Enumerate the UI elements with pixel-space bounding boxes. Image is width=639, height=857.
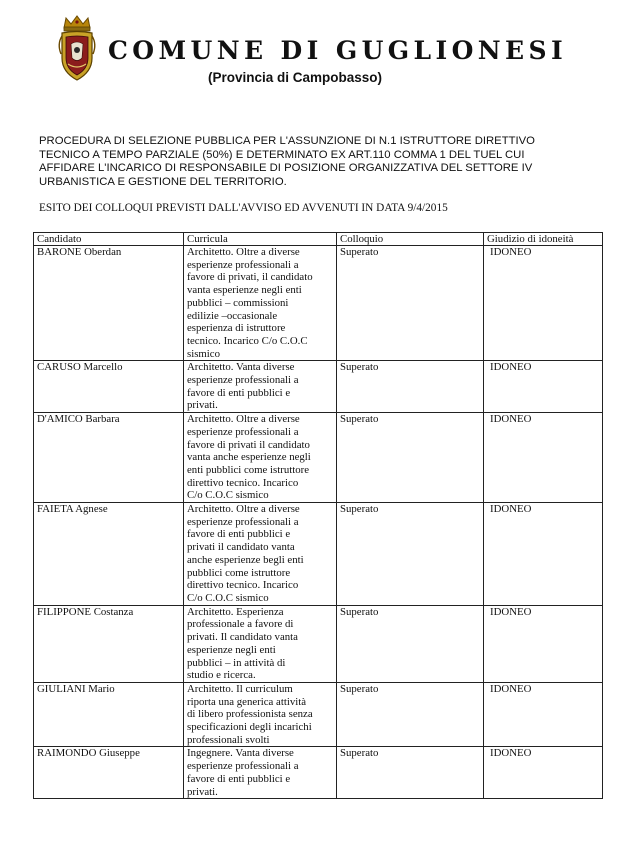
curriculum-line: Architetto. Oltre a diverse	[187, 246, 300, 258]
curriculum-summary	[184, 246, 337, 361]
table-row	[34, 246, 603, 361]
curriculum-line: C/o C.O.C sismico	[187, 591, 269, 604]
curriculum-summary	[184, 361, 337, 413]
page-subtitle: (Provincia di Campobasso)	[208, 70, 383, 85]
interview-result: Superato	[337, 747, 484, 799]
suitability-value: IDONEO	[490, 246, 532, 258]
curriculum-line: Ingegnere. Vanta diverse	[187, 747, 294, 760]
curriculum-line: privati il candidato vanta	[187, 541, 295, 554]
curriculum-line: pubblici – commissioni	[187, 296, 289, 309]
curriculum-line: Architetto. Il curriculum	[187, 682, 293, 695]
suitability-value: IDONEO	[490, 605, 532, 618]
interview-result: Superato	[337, 503, 484, 606]
procedure-description-line: URBANISTICA E GESTIONE DEL TERRITORIO.	[39, 175, 287, 188]
procedure-description	[39, 135, 599, 189]
interview-result: Superato	[337, 246, 484, 361]
suitability-value: IDONEO	[490, 361, 532, 374]
curriculum-summary	[184, 605, 337, 682]
table-header-row	[34, 233, 603, 246]
suitability-value: IDONEO	[490, 413, 532, 426]
curriculum-line: vanta esperienze negli enti	[187, 284, 302, 297]
curriculum-line: Architetto. Vanta diverse	[187, 361, 295, 374]
curriculum-line: pubblici – in attività di	[187, 656, 286, 669]
curriculum-summary	[184, 413, 337, 503]
table-row	[34, 747, 603, 799]
suitability-value: IDONEO	[490, 747, 532, 760]
curriculum-line: anche esperienze begli enti	[187, 553, 304, 566]
table-row	[34, 605, 603, 682]
curriculum-line: favore di enti pubblici e	[187, 386, 291, 399]
curriculum-line: esperienze professionali a	[187, 760, 299, 773]
curriculum-line: professionale a favore di	[187, 618, 294, 631]
curriculum-line: di libero professionista senza	[187, 708, 313, 721]
curriculum-line: esperienze professionali a	[187, 258, 299, 271]
results-heading: ESITO DEI COLLOQUI PREVISTI DALL'AVVISO ED AVVENUTI IN DATA 9/4/2015	[39, 202, 448, 214]
candidate-name: D'AMICO Barbara	[34, 413, 184, 503]
curriculum-line: privati.	[187, 399, 218, 412]
curriculum-line: Architetto. Oltre a diverse	[187, 503, 300, 516]
curriculum-line: favore di enti pubblici e	[187, 772, 291, 785]
curriculum-line: studio e ricerca.	[187, 669, 256, 682]
interview-result: Superato	[337, 682, 484, 747]
suitability-judgement	[484, 605, 603, 682]
suitability-judgement	[484, 413, 603, 503]
candidate-name: FILIPPONE Costanza	[34, 605, 184, 682]
curriculum-line: direttivo tecnico. Incarico	[187, 579, 299, 592]
curriculum-line: edilizie –occasionale	[187, 309, 278, 322]
curriculum-line: esperienze professionali a	[187, 515, 299, 528]
curriculum-line: Architetto. Esperienza	[187, 605, 284, 618]
municipal-crest-icon	[56, 14, 98, 84]
interview-result: Superato	[337, 361, 484, 413]
curriculum-line: esperienze negli enti	[187, 643, 276, 656]
candidate-name: FAIETA Agnese	[34, 503, 184, 606]
curriculum-line: vanta anche esperienze negli	[187, 451, 311, 464]
curriculum-line: esperienze professionali a	[187, 374, 299, 387]
results-table	[33, 232, 603, 799]
table-row	[34, 413, 603, 503]
suitability-value: IDONEO	[490, 503, 532, 516]
procedure-description-line: TECNICO A TEMPO PARZIALE (50%) E DETERMINATO EX ART.110 COMMA 1 DEL TUEL CUI	[39, 148, 525, 161]
curriculum-summary	[184, 503, 337, 606]
header-giudizio: Giudizio di idoneità	[484, 233, 603, 246]
curriculum-line: professionali svolti	[187, 733, 270, 746]
procedure-description-line: PROCEDURA DI SELEZIONE PUBBLICA PER L'ASSUNZIONE DI N.1 ISTRUTTORE DIRETTIVO	[39, 135, 535, 147]
curriculum-line: pubblici come istruttore	[187, 566, 291, 579]
curriculum-line: riporta una generica attività	[187, 695, 307, 708]
candidate-name: BARONE Oberdan	[34, 246, 184, 361]
interview-result: Superato	[337, 605, 484, 682]
curriculum-line: esperienze professionali a	[187, 425, 299, 438]
curriculum-summary	[184, 747, 337, 799]
candidate-name: CARUSO Marcello	[34, 361, 184, 413]
suitability-judgement	[484, 682, 603, 747]
curriculum-line: favore di privati il candidato	[187, 438, 310, 451]
curriculum-line: sismico	[187, 347, 220, 360]
curriculum-line: specificazioni degli incarichi	[187, 721, 312, 734]
suitability-judgement	[484, 503, 603, 606]
curriculum-line: tecnico. Incarico C/o C.O.C	[187, 334, 308, 347]
curriculum-line: Architetto. Oltre a diverse	[187, 413, 300, 426]
curriculum-line: enti pubblici come istruttore	[187, 463, 310, 476]
curriculum-line: favore di privati, il candidato	[187, 271, 313, 284]
curriculum-summary	[184, 682, 337, 747]
table-row	[34, 682, 603, 747]
candidate-name: GIULIANI Mario	[34, 682, 184, 747]
interview-result: Superato	[337, 413, 484, 503]
curriculum-line: privati.	[187, 785, 218, 798]
candidate-name: RAIMONDO Giuseppe	[34, 747, 184, 799]
suitability-judgement	[484, 361, 603, 413]
curriculum-line: privati. Il candidato vanta	[187, 631, 298, 644]
suitability-judgement	[484, 246, 603, 361]
page-title: COMUNE DI GUGLIONESI	[108, 36, 568, 65]
curriculum-line: favore di enti pubblici e	[187, 528, 291, 541]
curriculum-line: esperienza di istruttore	[187, 322, 286, 335]
table-row	[34, 503, 603, 606]
curriculum-line: direttivo tecnico. Incarico	[187, 476, 299, 489]
table-row	[34, 361, 603, 413]
header-candidato: Candidato	[34, 233, 184, 246]
curriculum-line: C/o C.O.C sismico	[187, 489, 269, 502]
suitability-judgement	[484, 747, 603, 799]
suitability-value: IDONEO	[490, 682, 532, 695]
header-colloquio: Colloquio	[337, 233, 484, 246]
procedure-description-line: AFFIDARE L'INCARICO DI RESPONSABILE DI POSIZIONE ORGANIZZATIVA DEL SETTORE IV	[39, 162, 533, 175]
header-curricula: Curricula	[184, 233, 337, 246]
